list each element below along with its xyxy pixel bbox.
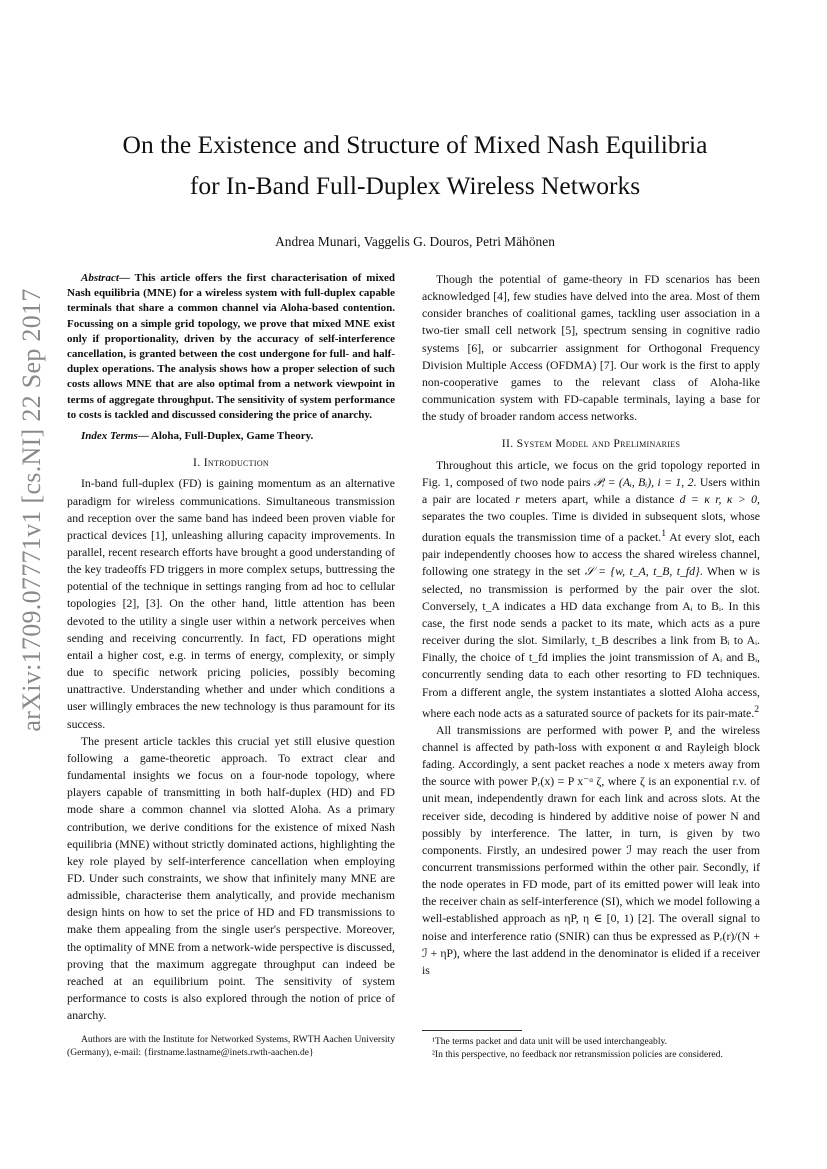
footnote-mark-2[interactable]: 2 bbox=[754, 703, 760, 715]
text-run: . Users within a pair are located bbox=[422, 475, 760, 506]
math-r: r bbox=[515, 492, 520, 506]
abstract-text: — This article offers the first characterisation of mixed Nash equilibria (MNE) for a wireless system with full-duplex capable terminals that share a common channel via Aloha-based contention. Focussing on a simple grid topology, we prove that mixed MNE exist only if proportionality, driven by the accuracy of self-interference cancellation, is granted between the cost undergone for full- and half-duplex operations. The analysis shows how a proper selection of such costs allows MNE that are also optimal from a network viewpoint in terms of aggregate throughput. The sensitivity of system performance to costs is tackled and discussed considering the price of anarchy. bbox=[67, 272, 395, 421]
authors: Andrea Munari, Vaggelis G. Douros, Petri Mähönen bbox=[275, 234, 555, 249]
math-strategy-set: 𝒮 = {w, t_A, t_B, t_fd} bbox=[584, 565, 700, 579]
footnote-2: ²In this perspective, no feedback nor retransmission policies are considered. bbox=[432, 1049, 723, 1060]
math-node-pairs: 𝒫ᵢ = (Aᵢ, Bᵢ), i = 1, 2 bbox=[593, 475, 694, 489]
footnotes bbox=[422, 1035, 760, 1061]
related-work-paragraph: Though the potential of game-theory in FD scenarios has been acknowledged [4], few studies have delved into the area. Most of them consider branches of coalitional games, tackling user association in a two-tier small cell network [5], spectrum sensing in cognitive radio systems [6], or subcarrier assignment for Orthogonal Frequency Division Multiple Access (OFDMA) [7]. Our work is the first to apply non-cooperative games to the relevant class of Aloha-like communication system with FD-capable terminals, laying a base for the study of broader random access networks. bbox=[422, 273, 760, 424]
section-heading-system-model: II. System Model and Preliminaries bbox=[501, 437, 681, 451]
affiliation-note: Authors are with the Institute for Networked Systems, RWTH Aachen University (Germany), e-mail: {firstname.lastname@inets.rwth-aachen.de} bbox=[67, 1034, 395, 1058]
title-line-1: On the Existence and Structure of Mixed Nash Equilibria bbox=[122, 130, 708, 159]
math-distance: d = κ r, κ > 0 bbox=[679, 492, 758, 506]
right-column bbox=[422, 271, 760, 979]
arxiv-id-text: arXiv:1709.07771v1 [cs.NI] 22 Sep 2017 bbox=[17, 288, 46, 732]
paper-title bbox=[70, 124, 760, 206]
intro-paragraph-1: In-band full-duplex (FD) is gaining momentum as an alternative paradigm for wireless communications. Simultaneous transmission and reception over the same band has indeed been proven viable for practical devices [1], unleashing alluring capacity improvements. In parallel, recent research efforts have brought a good understanding of the key tradeoffs FD triggers in more complex setups, buttressing the potential of the technique in settings ranging from ad hoc to cellular topologies [2], [3]. On the other hand, little attention has been devoted to the utility a single user within a network perceives when sending and receiving concurrently. In fact, FD operations might entail a higher cost, e.g. in terms of energy, complexity, or simply due to specific network pricing policies, possibly becoming unattractive. Understanding whether and under which conditions a user willingly embraces the new technology is thus paramount for its success. bbox=[67, 477, 395, 731]
index-terms-text: — Aloha, Full-Duplex, Game Theory. bbox=[137, 430, 314, 443]
text-run: Throughout this article, we focus on the grid topology reported in Fig. 1, composed of two node pairs bbox=[422, 458, 760, 489]
arxiv-identifier bbox=[10, 288, 54, 732]
title-line-2: for In-Band Full-Duplex Wireless Networks bbox=[189, 171, 641, 200]
section-heading-introduction: I. Introduction bbox=[193, 456, 269, 470]
intro-paragraph-2: The present article tackles this crucial yet still elusive question following a game-theoretic approach. To extract clear and fundamental insights we focus on a four-node topology, where players capable of transmitting in both half-duplex (HD) and FD mode share a common channel via slotted Aloha. As a primary contribution, we derive conditions for the existence of mixed Nash equilibria (MNE) without strictly dominated actions, highlighting the key role played by self-interference cancellation when employing FD. Under such constraints, we show that infinitely many MNE are admissible, characterise them analytically, and provide mechanism design hints on how to set the price of HD and FD transmissions to make them appealing from the single user's perspective. Moreover, the optimality of MNE from a network-wide perspective is discussed, proving that the maximum aggregate throughput can indeed be reached at an equilibrium point. The sensitivity of system performance to costs is also explored through the notion of price of anarchy. bbox=[67, 734, 395, 1023]
left-column bbox=[67, 271, 395, 1024]
abstract bbox=[67, 271, 395, 423]
system-model-paragraph-1 bbox=[422, 457, 760, 722]
footnote-divider bbox=[422, 1030, 522, 1031]
text-run: , separates the two couples. Time is divided in subsequent slots, whose duration equals the transmission time of a packet. bbox=[422, 492, 760, 545]
text-run: meters apart, while a distance bbox=[519, 492, 680, 506]
text-run: . When w is selected, no transmission is performed by the pair over the slot. Conversely, t_A indicates a HD data exchange from Aᵢ to Bᵢ. In this case, the first node sends a packet to its mate, which acts as a pure receiver during the slot. Similarly, t_B describes a link from Bᵢ to Aᵢ. Finally, the choice of t_fd implies the joint transmission of Aᵢ and Bᵢ, concurrently sending data to each other resorting to FD techniques. From a different angle, the system instantiates a slotted Aloha access, where each node acts as a saturated source of packets for its pair-mate. bbox=[422, 565, 760, 720]
index-terms bbox=[67, 429, 395, 444]
system-model-paragraph-2: All transmissions are performed with power P, and the wireless channel is affected by path-loss with exponent α and Rayleigh block fading. Accordingly, a sent packet reaches a node x meters away from the source with power Pᵣ(x) = P x⁻ᵅ ζ, where ζ is an exponential r.v. of unit mean, independently drawn for each link and across slots. At the receiver side, decoding is hindered by additive noise of power N and possibly by interference. The latter, in turn, is given by two components. Firstly, an undesired power ℐ may reach the user from concurrent transmissions performed within the other pair. Secondly, if the node operates in FD mode, part of its emitted power will leak into the receiver chain as self-interference (SI), which we model following a well-established approach as ηP, η ∈ [0, 1) [2]. The overall signal to noise and interference ratio (SNIR) can thus be expressed as Pᵣ(r)/(N + ℐ + ηP), where the last addend in the denominator is elided if a receiver is bbox=[422, 723, 760, 977]
index-terms-label: Index Terms bbox=[81, 430, 138, 443]
abstract-label: Abstract bbox=[81, 272, 119, 284]
text-run: At every slot, each pair independently chooses how to access the shared wireless channel, following one strategy in the set bbox=[422, 531, 760, 579]
footnote-1: ¹The terms packet and data unit will be used interchangeably. bbox=[432, 1036, 668, 1047]
footnote-mark-1[interactable]: 1 bbox=[661, 528, 667, 540]
